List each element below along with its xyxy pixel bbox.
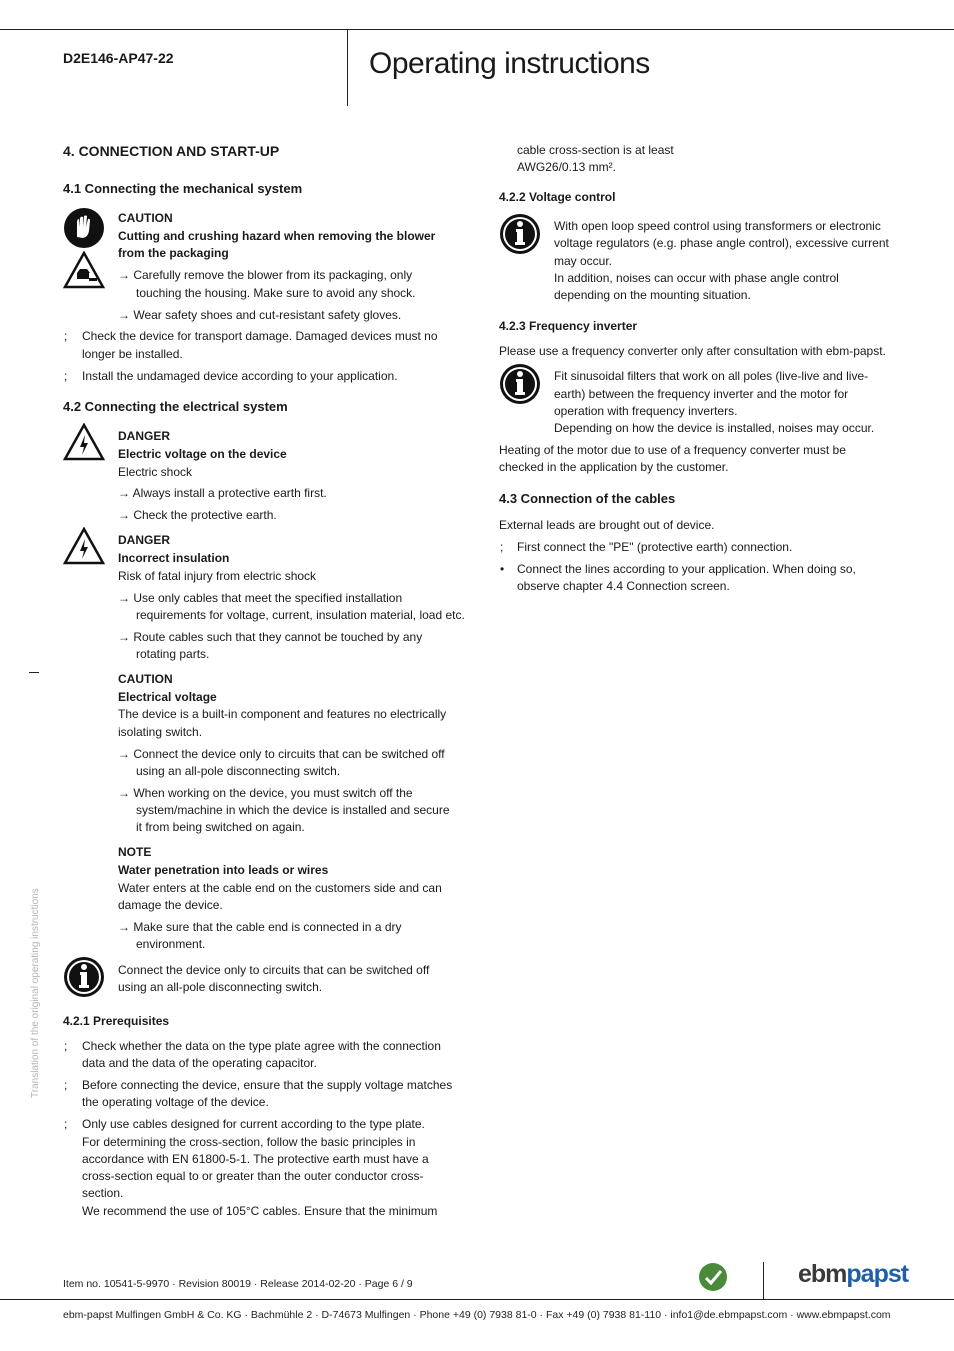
section-4-1-heading: 4.1 Connecting the mechanical system [63, 181, 303, 196]
section-4-2-1-heading: 4.2.1 Prerequisites [63, 1014, 170, 1028]
danger-2-action-cont: rotating parts. [136, 647, 210, 661]
continued-text: AWG26/0.13 mm². [517, 160, 616, 174]
green-tech-icon [698, 1262, 728, 1292]
model-number: D2E146-AP47-22 [63, 50, 174, 66]
company-info: ebm-papst Mulfingen GmbH & Co. KG · Bachmühle 2 · D-74673 Mulfingen · Phone +49 (0) 7938 81-0 · Fax +49 (0) 7938 81-110 · info1@de.ebmpapst.com · www.ebmpapst.com [63, 1309, 891, 1321]
list-bullet: ; [500, 540, 504, 554]
item-info: Item no. 10541-5-9970 · Revision 80019 · Release 2014-02-20 · Page 6 / 9 [63, 1278, 413, 1290]
frequency-inverter-text: operation with frequency inverters. [554, 404, 738, 418]
info-icon [499, 363, 541, 405]
prereq-item-text-cont: For determining the cross-section, follow the basic principles in [82, 1135, 416, 1149]
danger-2-action: → Route cables such that they cannot be touched by any [118, 630, 423, 644]
section-4-2-2-heading: 4.2.2 Voltage control [499, 190, 616, 204]
cables-item-text-cont: observe chapter 4.4 Connection screen. [517, 579, 730, 593]
green-tech-badge [698, 1262, 728, 1292]
caution-2-action-cont: using an all-pole disconnecting switch. [136, 764, 341, 778]
section-4-3-heading: 4.3 Connection of the cables [499, 491, 676, 506]
danger-1-action: → Check the protective earth. [118, 508, 277, 522]
caution-1-title: Cutting and crushing hazard when removing the blower [118, 229, 436, 243]
list-bullet: ; [64, 329, 68, 343]
prereq-item-text: Only use cables designed for current according to the type plate. [82, 1117, 425, 1131]
caution-1-action: → Carefully remove the blower from its packaging, only [118, 268, 413, 282]
list-bullet: ; [64, 1039, 68, 1053]
header-divider [347, 29, 348, 106]
frequency-inverter-text: Depending on how the device is installed, noises may occur. [554, 421, 875, 435]
check-item-text: Install the undamaged device according to your application. [82, 369, 398, 383]
prereq-item-text-cont: cross-section equal to or greater than the outer conductor cross- [82, 1169, 424, 1183]
footer-rule [0, 1299, 954, 1300]
logo-ebm: ebm [798, 1260, 847, 1288]
list-dot: • [500, 562, 505, 576]
footer-logo-divider [763, 1262, 764, 1300]
info-icon [63, 956, 105, 998]
danger-1-title: Electric voltage on the device [118, 447, 287, 461]
section-4-2-heading: 4.2 Connecting the electrical system [63, 399, 288, 414]
caution-2-action: → When working on the device, you must switch off the [118, 786, 413, 800]
voltage-control-text: may occur. [554, 254, 613, 268]
list-bullet: ; [64, 1078, 68, 1092]
gloves-icon [63, 207, 105, 249]
note-title: Water penetration into leads or wires [118, 863, 329, 877]
caution-1-title-cont: from the packaging [118, 246, 229, 260]
caution-2-text: The device is a built-in component and features no electrically [118, 707, 447, 721]
caution-2-action: → Connect the device only to circuits that can be switched off [118, 747, 445, 761]
prereq-item-text-cont: the operating voltage of the device. [82, 1095, 269, 1109]
prereq-item-text: Check whether the data on the type plate agree with the connection [82, 1039, 441, 1053]
page-title: Operating instructions [369, 47, 650, 80]
cables-item-text: Connect the lines according to your application. When doing so, [517, 562, 856, 576]
list-bullet: ; [64, 1117, 68, 1131]
danger-2-label: DANGER [118, 533, 171, 547]
caution-2-text-cont: isolating switch. [118, 725, 203, 739]
note-action-cont: environment. [136, 937, 206, 951]
danger-2-action-cont: requirements for voltage, current, insulation material, load etc. [136, 608, 465, 622]
info-text-cont: using an all-pole disconnecting switch. [118, 980, 323, 994]
sidebar-translation-note: Translation of the original operating instructions [30, 888, 41, 1098]
frequency-inverter-heat: Heating of the motor due to use of a frequency converter must be [499, 443, 846, 457]
danger-2-action: → Use only cables that meet the specified installation [118, 591, 403, 605]
frequency-inverter-heat: checked in the application by the customer. [499, 460, 729, 474]
voltage-control-text: In addition, noises can occur with phase angle control [554, 271, 839, 285]
cables-intro: External leads are brought out of device. [499, 518, 715, 532]
info-text: Connect the device only to circuits that can be switched off [118, 963, 430, 977]
logo-papst: papst [846, 1260, 909, 1288]
caution-1-label: CAUTION [118, 211, 173, 225]
voltage-control-text: voltage regulators (e.g. phase angle control), excessive current [554, 236, 889, 250]
ebmpapst-logo [798, 1260, 908, 1289]
continued-text: cable cross-section is at least [517, 143, 674, 157]
prereq-item-text-cont: We recommend the use of 105°C cables. Ensure that the minimum [82, 1204, 438, 1218]
prereq-item-text-cont: accordance with EN 61800-5-1. The protective earth must have a [82, 1152, 429, 1166]
danger-2-title: Incorrect insulation [118, 551, 230, 565]
voltage-control-text: With open loop speed control using transformers or electronic [554, 219, 881, 233]
note-text: Water enters at the cable end on the customers side and can [118, 881, 442, 895]
caution-2-action-cont: it from being switched on again. [136, 820, 305, 834]
prereq-item-text-cont: section. [82, 1186, 124, 1200]
danger-1-action: → Always install a protective earth first. [118, 486, 327, 500]
note-action: → Make sure that the cable end is connected in a dry [118, 920, 402, 934]
header-top-rule [0, 29, 954, 30]
cables-item-text: First connect the "PE" (protective earth) connection. [517, 540, 793, 554]
danger-1-text: Electric shock [118, 465, 193, 479]
frequency-inverter-intro: Please use a frequency converter only after consultation with ebm-papst. [499, 344, 886, 358]
frequency-inverter-text: earth) between the frequency inverter and the motor for [554, 387, 849, 401]
note-label: NOTE [118, 845, 152, 859]
check-item-text-cont: longer be installed. [82, 347, 183, 361]
caution-2-title: Electrical voltage [118, 690, 217, 704]
info-icon [499, 213, 541, 255]
section-4-heading: 4. CONNECTION AND START-UP [63, 143, 280, 159]
danger-2-text: Risk of fatal injury from electric shock [118, 569, 317, 583]
prereq-item-text-cont: data and the data of the operating capacitor. [82, 1056, 317, 1070]
caution-1-action-cont: touching the housing. Make sure to avoid any shock. [136, 286, 416, 300]
caution-1-action: → Wear safety shoes and cut-resistant safety gloves. [118, 308, 402, 322]
crushing-hazard-icon [63, 251, 105, 289]
check-item-text: Check the device for transport damage. Damaged devices must no [82, 329, 438, 343]
frequency-inverter-text: Fit sinusoidal filters that work on all poles (live-live and live- [554, 369, 869, 383]
section-4-2-3-heading: 4.2.3 Frequency inverter [499, 319, 638, 333]
caution-2-label: CAUTION [118, 672, 173, 686]
note-text-cont: damage the device. [118, 898, 223, 912]
voltage-control-text: depending on the mounting situation. [554, 288, 751, 302]
caution-2-action-cont: system/machine in which the device is installed and secure [136, 803, 450, 817]
margin-mark [29, 672, 39, 673]
prereq-item-text: Before connecting the device, ensure that the supply voltage matches [82, 1078, 453, 1092]
danger-1-label: DANGER [118, 429, 171, 443]
electric-hazard-icon [63, 527, 105, 565]
electric-hazard-icon [63, 423, 105, 461]
list-bullet: ; [64, 369, 68, 383]
